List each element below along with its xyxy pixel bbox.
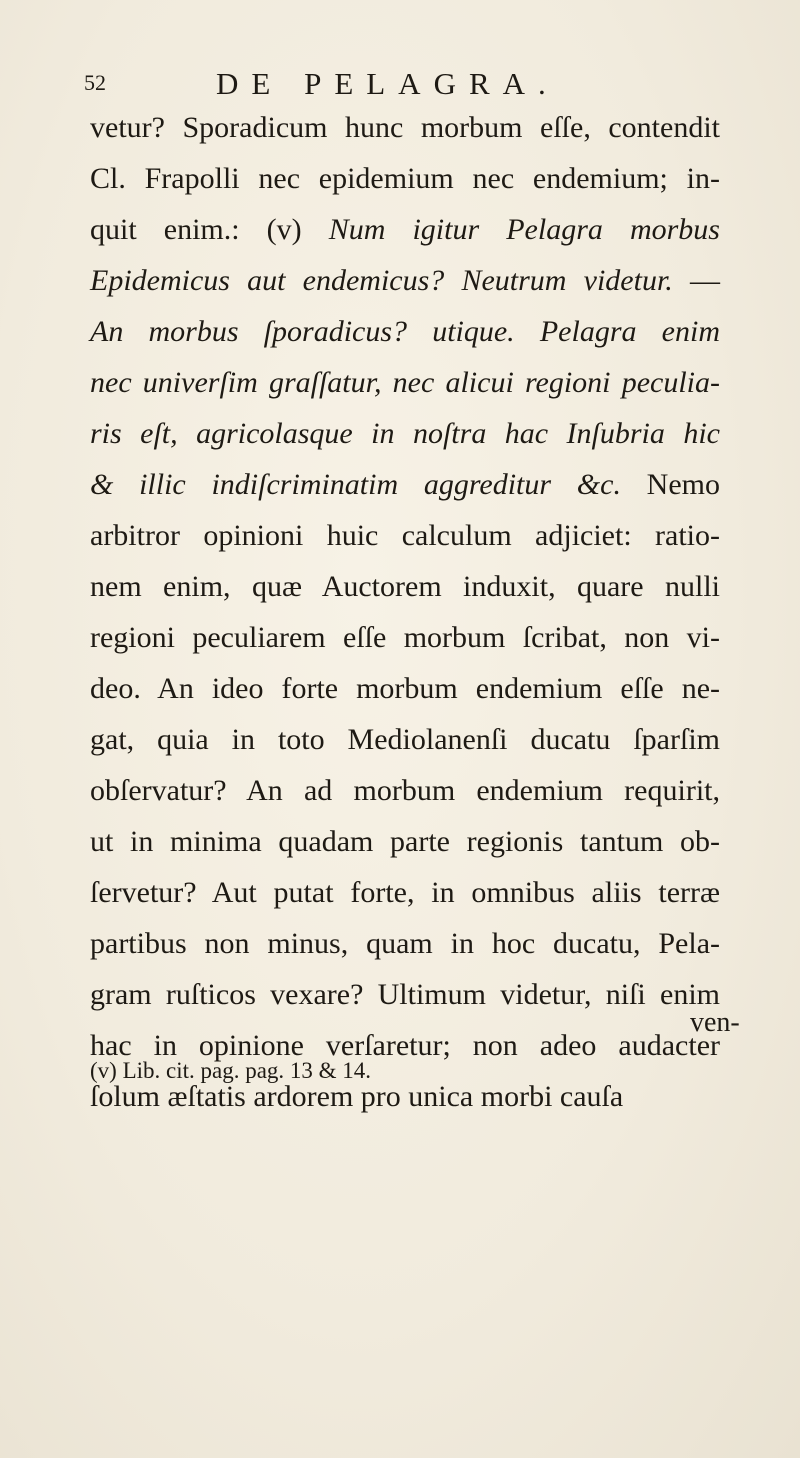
text-line: [90, 765, 720, 816]
text-segment: Nemo: [620, 468, 720, 501]
text-segment: partibus non minus, quam in hoc ducatu, Pela-: [90, 927, 720, 960]
text-line: [90, 306, 720, 357]
text-line: [90, 612, 720, 663]
text-line: [90, 816, 720, 867]
text-line: [90, 561, 720, 612]
text-segment: ſolum æſtatis ardorem pro unica morbi cauſa: [90, 1080, 624, 1113]
text-segment: —: [672, 264, 720, 297]
text-line: [90, 153, 720, 204]
page-header: [84, 60, 704, 100]
text-segment: gat, quia in toto Mediolanenſi ducatu ſparſim: [90, 723, 720, 756]
text-line: [90, 255, 720, 306]
text-line: [90, 408, 720, 459]
italic-segment: Epidemicus aut endemicus? Neutrum videtur.: [90, 264, 673, 297]
text-line: [90, 969, 720, 1020]
page-number: 52: [84, 70, 106, 95]
text-segment: deo. An ideo forte morbum endemium eſſe ne-: [90, 672, 720, 705]
italic-segment: An morbus ſporadicus? utique. Pelagra enim: [90, 315, 720, 348]
text-line: [90, 867, 720, 918]
text-segment: hac in opinione verſaretur; non adeo audacter: [90, 1029, 720, 1062]
text-segment: vetur? Sporadicum hunc morbum eſſe, contendit: [90, 111, 720, 144]
footnote: (v) Lib. cit. pag. pag. 13 & 14.: [90, 1058, 372, 1083]
text-line: [90, 459, 720, 510]
text-segment: ſervetur? Aut putat forte, in omnibus aliis terræ: [90, 876, 720, 909]
text-line: [90, 204, 720, 255]
body-text: [90, 102, 720, 1122]
italic-segment: ris eſt, agricolasque in noſtra hac Inſubria hic: [90, 417, 720, 450]
text-line: [90, 510, 720, 561]
running-title: DE PELAGRA.: [216, 66, 559, 101]
italic-segment: & illic indiſcriminatim aggreditur &c.: [90, 468, 621, 501]
text-segment: gram ruſticos vexare? Ultimum videtur, niſi enim: [90, 978, 720, 1011]
text-segment: arbitror opinioni huic calculum adjiciet: ratio-: [90, 519, 720, 552]
catchword: ven-: [690, 1007, 740, 1038]
text-segment: Cl. Frapolli nec epidemium nec endemium; in-: [90, 162, 720, 195]
text-line: [90, 357, 720, 408]
text-segment: ut in minima quadam parte regionis tantum ob-: [90, 825, 720, 858]
text-line: [90, 663, 720, 714]
text-line: [90, 918, 720, 969]
text-segment: nem enim, quæ Auctorem induxit, quare nulli: [90, 570, 720, 603]
italic-segment: Num igitur Pelagra morbus: [328, 213, 720, 246]
text-segment: quit enim.: (v): [90, 213, 329, 246]
text-segment: regioni peculiarem eſſe morbum ſcribat, non vi-: [90, 621, 720, 654]
text-line: [90, 714, 720, 765]
text-segment: obſervatur? An ad morbum endemium requirit,: [90, 774, 720, 807]
italic-segment: nec univerſim graſſatur, nec alicui regioni peculia-: [90, 366, 720, 399]
text-line: [90, 102, 720, 153]
